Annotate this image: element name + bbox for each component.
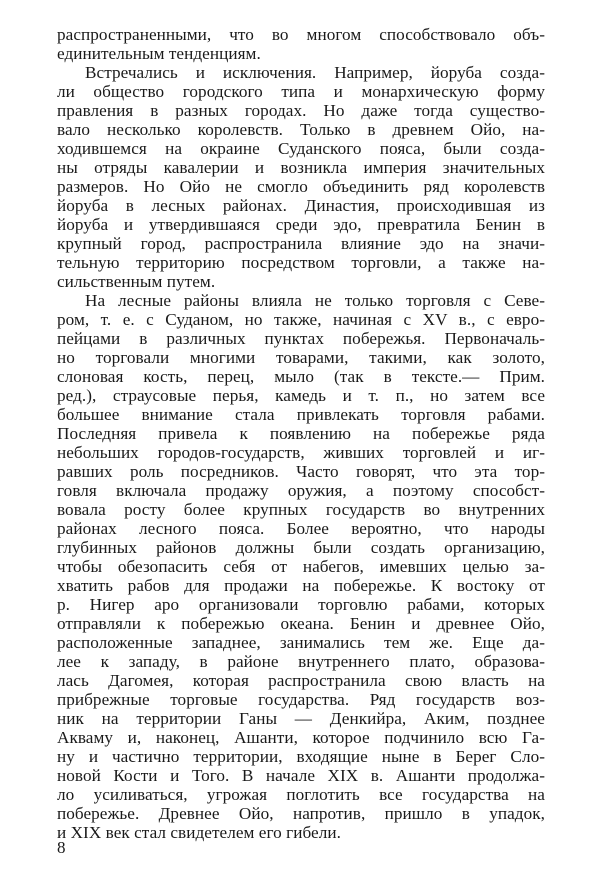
text-line: ну и частично территории, входящие ныне в Берег Сло- (57, 747, 545, 766)
text-line: ред.), страусовые перья, камедь и т. п., но затем все (57, 386, 545, 405)
text-line: сильственным путем. (57, 272, 216, 291)
text-line: размеров. Но Ойо не смогло объединить ряд королевств (57, 177, 545, 196)
text-line: правления в разных городах. Но даже тогда существо- (57, 101, 545, 120)
page-number: 8 (57, 838, 66, 857)
text-line: побережье. Древнее Ойо, напротив, пришло в упадок, (57, 804, 545, 823)
text-line: Последняя привела к появлению на побережье ряда (57, 424, 545, 443)
text-line: ник на территории Ганы — Денкийра, Аким, позднее (57, 709, 545, 728)
text-line: р. Нигер аро организовали торговлю рабами, которых (57, 595, 545, 614)
page-body (57, 25, 545, 842)
text-line: йоруба в лесных районах. Династия, происходившая из (57, 196, 545, 215)
text-line: вовала росту более крупных государств во внутренних (57, 500, 545, 519)
text-line: чтобы обезопасить себя от набегов, имевших целью за- (57, 557, 545, 576)
text-line: вало несколько королевств. Только в древнем Ойо, на- (57, 120, 545, 139)
paragraph-2 (57, 63, 545, 291)
text-line: Акваму и, наконец, Ашанти, которое подчинило всю Га- (57, 728, 545, 747)
text-line: тельную территорию посредством торговли, а также на- (57, 253, 545, 272)
text-line: расположенные западнее, занимались тем же. Еще да- (57, 633, 545, 652)
text-line: ны отряды кавалерии и возникла империя значительных (57, 158, 545, 177)
text-line: единительным тенденциям. (57, 44, 261, 63)
text-line: большее внимание стала привлекать торговля рабами. (57, 405, 545, 424)
text-line: крупный город, распространила влияние эдо на значи- (57, 234, 545, 253)
text-line: хватить рабов для продажи на побережье. К востоку от (57, 576, 545, 595)
text-line: но торговали многими товарами, такими, как золото, (57, 348, 545, 367)
paragraph-3 (57, 291, 545, 842)
text-line: Встречались и исключения. Например, йоруба созда- (85, 63, 545, 82)
text-line: небольших городов-государств, живших торговлей и иг- (57, 443, 545, 462)
text-line: ло усиливаться, угрожая поглотить все государства на (57, 785, 545, 804)
text-line: новой Кости и Того. В начале XIX в. Ашанти продолжа- (57, 766, 545, 785)
text-line: йоруба и утвердившаяся среди эдо, превратила Бенин в (57, 215, 545, 234)
text-line: говля включала продажу оружия, а поэтому способст- (57, 481, 545, 500)
text-line: На лесные районы влияла не только торговля с Севе- (85, 291, 545, 310)
text-line: лась Дагомея, которая распространила свою власть на (57, 671, 545, 690)
text-line: отправляли к побережью океана. Бенин и древнее Ойо, (57, 614, 545, 633)
paragraph-1 (57, 25, 545, 63)
text-line: слоновая кость, перец, мыло (так в тексте.— Прим. (57, 367, 545, 386)
text-line: равших роль посредников. Часто говорят, что эта тор- (57, 462, 545, 481)
text-line: прибрежные торговые государства. Ряд государств воз- (57, 690, 545, 709)
text-line: ходившемся на окраине Суданского пояса, были созда- (57, 139, 545, 158)
text-line: распространенными, что во многом способствовало объ- (57, 25, 545, 44)
text-line: ли общество городского типа и монархическую форму (57, 82, 545, 101)
text-line: и XIX век стал свидетелем его гибели. (57, 823, 341, 842)
text-line: районах лесного пояса. Более вероятно, что народы (57, 519, 545, 538)
text-line: ром, т. е. с Суданом, но также, начиная с XV в., с евро- (57, 310, 545, 329)
text-line: лее к западу, в районе внутреннего плато, образова- (57, 652, 545, 671)
text-line: пейцами в различных пунктах побережья. Первоначаль- (57, 329, 545, 348)
text-line: глубинных районов должны были создать организацию, (57, 538, 545, 557)
